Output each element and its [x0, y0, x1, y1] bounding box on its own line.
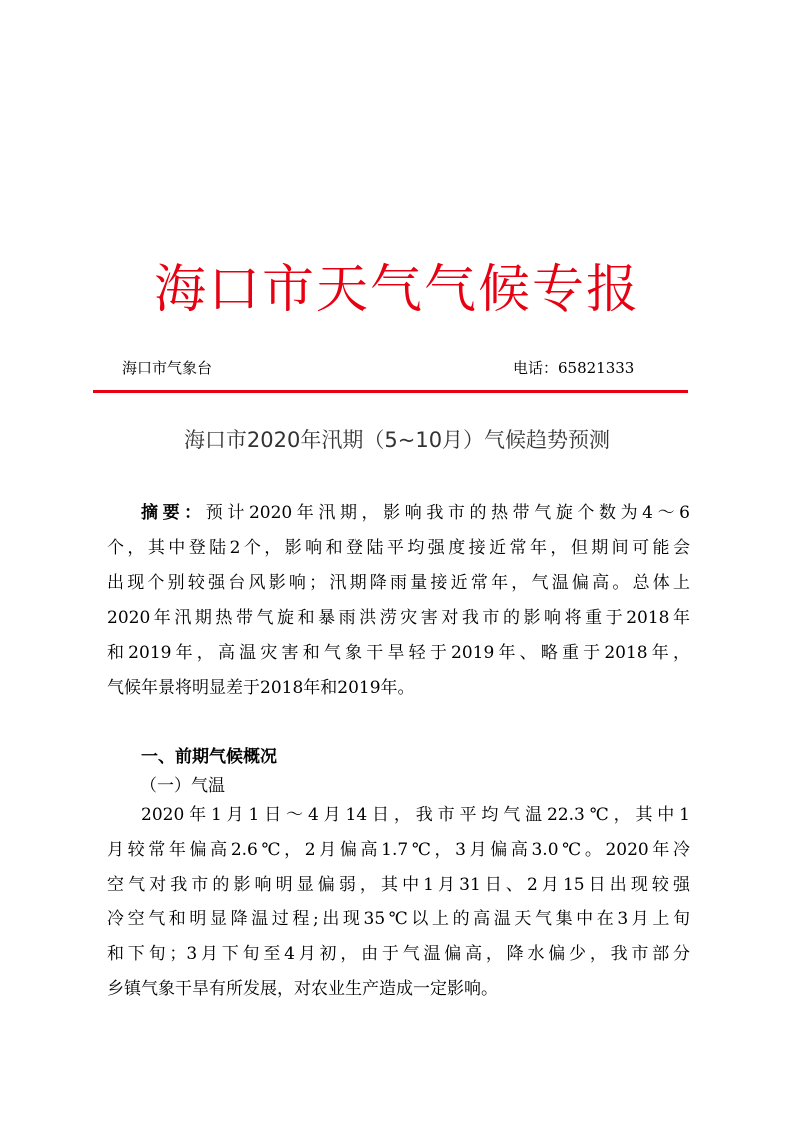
paragraph-line: 2020年1月1日～4月14日，我市平均气温22.3℃，其中1 [141, 805, 690, 825]
document-subtitle: 海口市2020年汛期（5~10月）气候趋势预测 [183, 428, 611, 452]
abstract-line: 个，其中登陆2个，影响和登陆平均强度接近常年，但期间可能会 [107, 538, 690, 558]
phone-number: 电话：65821333 [513, 359, 635, 377]
abstract-line: 和2019年，高温灾害和气象干旱轻于2019年、略重于2018年， [107, 643, 690, 663]
paragraph-line: 乡镇气象干旱有所发展，对农业生产造成一定影响。 [107, 979, 498, 999]
abstract-line: 气候年景将明显差于2018年和2019年。 [107, 678, 415, 698]
abstract-label: 摘要： [141, 503, 206, 523]
paragraph-line: 和下旬；3月下旬至4月初，由于气温偏高，降水偏少，我市部分 [107, 944, 690, 964]
abstract-line: 出现个别较强台风影响；汛期降雨量接近常年，气温偏高。总体上 [107, 573, 690, 593]
abstract-line: 2020年汛期热带气旋和暴雨洪涝灾害对我市的影响将重于2018年 [107, 608, 690, 628]
section-heading: 一、前期气候概况 [141, 747, 277, 767]
header-divider [93, 390, 688, 393]
report-title: 海口市天气气候专报 [153, 260, 640, 320]
abstract-line [141, 501, 690, 525]
subsection-heading: （一）气温 [140, 776, 225, 796]
abstract-text: 预计2020年汛期，影响我市的热带气旋个数为4～6 [205, 503, 690, 523]
paragraph-line: 冷空气和明显降温过程;出现35℃以上的高温天气集中在3月上旬 [107, 909, 690, 929]
paragraph-line: 月较常年偏高2.6℃，2月偏高1.7℃，3月偏高3.0℃。2020年冷 [107, 840, 690, 860]
organization: 海口市气象台 [122, 359, 213, 377]
paragraph-line: 空气对我市的影响明显偏弱，其中1月31日、2月15日出现较强 [107, 875, 690, 895]
